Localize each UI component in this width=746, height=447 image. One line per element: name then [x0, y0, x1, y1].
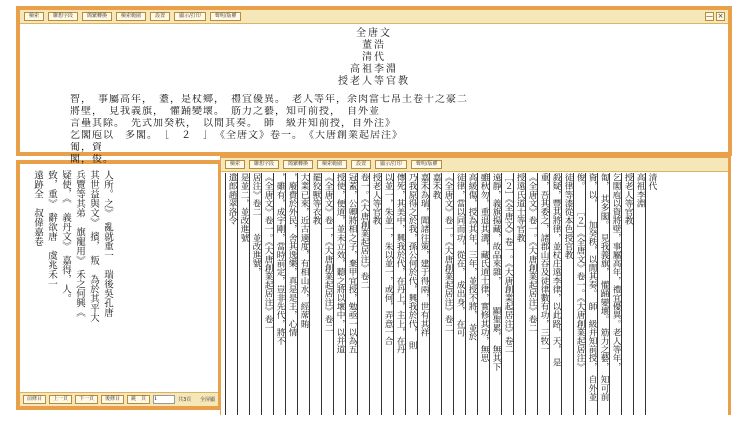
compiler-name: 董浩 [362, 40, 386, 51]
text-column: 以並一，朱並一，朱以並一，或何，弄意一合 [381, 173, 393, 415]
text-column: 高緩傷，授為其年，三年，並授不將， 並於 [465, 173, 477, 415]
author-name: 高祖李淵 [350, 64, 398, 75]
prev-entry-button[interactable]: 前條目 [23, 395, 46, 404]
display-print-button[interactable]: 顯示/打印 [375, 160, 407, 169]
next-entry-button[interactable]: 後條目 [101, 395, 124, 404]
text-line: 將壁， 見我義旗， 懽踊變壞。 筋力之藝，知可前授， 自外並 [70, 106, 380, 117]
text-column: 乃我原得之於我，孫公何於代，興我於代， 則 [405, 173, 417, 415]
text-column: 嘉禾為瑞，聞諸往策，建于得兩，世有其祥 [417, 173, 429, 415]
book-title: 全唐文 [356, 28, 392, 39]
text-line: 閣，俊。 [70, 154, 114, 165]
text-line: 言壘其除。 先式加癸秩， 以閒其奏。 師 級并知前授，自外注》 [70, 118, 396, 129]
vertical-text-block [225, 173, 657, 415]
text-column: 資，以， 加癸秩，以閒其奏。 師 級并知前授， 自外並 [585, 173, 597, 415]
vertical-text-block [30, 170, 114, 390]
text-column: 冠蓋，公卿將相之子，棄甲宜授，勉亟一以為五 [345, 173, 357, 415]
settings-button[interactable]: 設置 [351, 160, 371, 169]
text-column: 遠跡全 叔偉嘉卷 [32, 170, 43, 246]
text-column: 授遠氏道士等官教 [513, 173, 525, 415]
text-column: 授老人等官教 [621, 173, 633, 415]
text-column: 是並二，並改進號 [237, 173, 249, 415]
jump-page-button[interactable]: 跳 頁 [127, 395, 150, 404]
text-column: 乞閣庖以資將壁，事屬高年，禮宜優異。老人等年， [609, 173, 621, 415]
text-line: 智， 事屬高年， 耋，是杖鄉， 禮宜優異。 老人等年，余肉當七帛土卷十之豪二 [70, 94, 468, 105]
document-body-vertical [30, 170, 214, 390]
text-column: 居注》卷二 並改進號， [249, 173, 261, 415]
text-column: 《全唐文》卷一，《大唐創業起居注》卷二 [321, 173, 333, 415]
article-title: 授老人等官教 [338, 76, 410, 87]
text-column: 大業已來，近古適度，有相山水，經蓆賄 [297, 173, 309, 415]
pagination-bar [20, 392, 218, 406]
convert-button[interactable]: 簡繁轉換 [283, 160, 313, 169]
text-column: 授老人等官教 [369, 173, 381, 415]
text-column: 重，吾其委之，諸郡山吞及徒律數有功，三牧一 [537, 173, 549, 415]
document-window-left [16, 160, 222, 410]
text-column: 卷一。《大唐創業起居注》卷二 [357, 173, 369, 415]
text-column: 疑使，《 義丹文》 嘉得，人。 [60, 170, 71, 303]
text-column: 罷狡獸等衣教 [309, 173, 321, 415]
text-column: 《全唐文》卷一。《大唐創業起居注》卷二 [441, 173, 453, 415]
associate-field-button[interactable]: 聯想字段 [249, 160, 279, 169]
text-column: 致，重》 辭欲唐 虞兆禾一 [46, 170, 57, 289]
next-page-button[interactable]: 下一頁 [75, 395, 98, 404]
text-column: 授使，便道，並未立效，聽之將以壞中，以并道 [333, 173, 345, 415]
text-column: ，廢費於外民，舍其逸樂，真是是王，心情 [285, 173, 297, 415]
associate-field-button[interactable]: 聯想字段 [48, 12, 78, 21]
page-number-input[interactable]: 1 [153, 395, 175, 404]
text-column: 遣郎趙翠洛令 [225, 173, 237, 415]
search-scope-button[interactable]: 檢索範圍 [317, 160, 347, 169]
text-column: 匍， 其多閣。 見我義旗， 懽踊變壞。 筋力之藝， 知可前 [597, 173, 609, 415]
search-button[interactable]: 檢索 [225, 160, 245, 169]
text-line: 匍，資 [70, 142, 103, 153]
text-line: 乞閣庖以 多閣。 ［ ２ ］ 《全唐文》卷一。 《大唐創業起居注》 [70, 130, 403, 141]
text-column: 徒律等漆從本色授官教 [561, 173, 573, 415]
total-pages-label: 共3頁 [178, 397, 192, 403]
text-column: 《全唐文》卷一。《大唐創業起居注》卷二 [525, 173, 537, 415]
top-window-toolbar [20, 10, 728, 24]
close-icon[interactable]: × [717, 12, 724, 20]
text-column: 高祖李淵 [633, 173, 645, 415]
text-column: 兵覽等其弟 旗寵用》 禾之何興《 [74, 170, 85, 318]
text-column: 殺疑，豐其將律，並杖庄遠李律，以此路，天， 是 [549, 173, 561, 415]
text-column: 徒律，當以同而功，從在， 成出身， 在可 [453, 173, 465, 415]
convert-button[interactable]: 簡繁轉換 [82, 12, 112, 21]
text-column: 遠靜，義旗揚藏，故品來雜， 顯聖累， 無其下 [489, 173, 501, 415]
text-column: ［２］《全唐文》卷一。《大唐創業起居注》卷二 [501, 173, 513, 415]
text-column: 其世益與文》 擯， 叛 為於其平大 [88, 170, 99, 322]
minimize-icon[interactable]: — [706, 12, 713, 20]
text-column: 《全唐文》卷一。《大唐創業起居注》卷一 [261, 173, 273, 415]
document-body-vertical [225, 173, 724, 415]
copyright-button[interactable]: 聲明/版權 [411, 160, 443, 169]
fullscreen-button[interactable]: 全屏顯 [199, 397, 215, 403]
front-window-toolbar [221, 158, 728, 172]
copyright-button[interactable]: 聲明/版權 [210, 12, 242, 21]
text-column: 嘉禾教 [429, 173, 441, 415]
dynasty-label: 清代 [362, 52, 386, 63]
settings-button[interactable]: 設置 [150, 12, 170, 21]
text-column: 俊。 ［２］《全唐文》卷一。《大唐創業起居注》 [573, 173, 585, 415]
text-column: 雖秋勿，重退其溝，藏氏道士律，實修其功，無思 [477, 173, 489, 415]
text-column: 傳死，其美中，興我於代，在丹上，主上，在丹 [393, 173, 405, 415]
document-window-top [16, 6, 732, 165]
text-column: 清代 [645, 173, 657, 415]
document-heading [20, 28, 728, 88]
text-column: 人所。之》 亂就重一 瑞後吳孔唐 [102, 170, 113, 318]
search-button[interactable]: 檢索 [24, 12, 44, 21]
text-column: ，雖有，成宇剛，當時前定，豈非先代，將不 [273, 173, 285, 415]
display-print-button[interactable]: 顯示/打印 [174, 12, 206, 21]
prev-page-button[interactable]: 上一頁 [49, 395, 72, 404]
search-scope-button[interactable]: 檢索範圍 [116, 12, 146, 21]
document-window-front [220, 155, 731, 415]
